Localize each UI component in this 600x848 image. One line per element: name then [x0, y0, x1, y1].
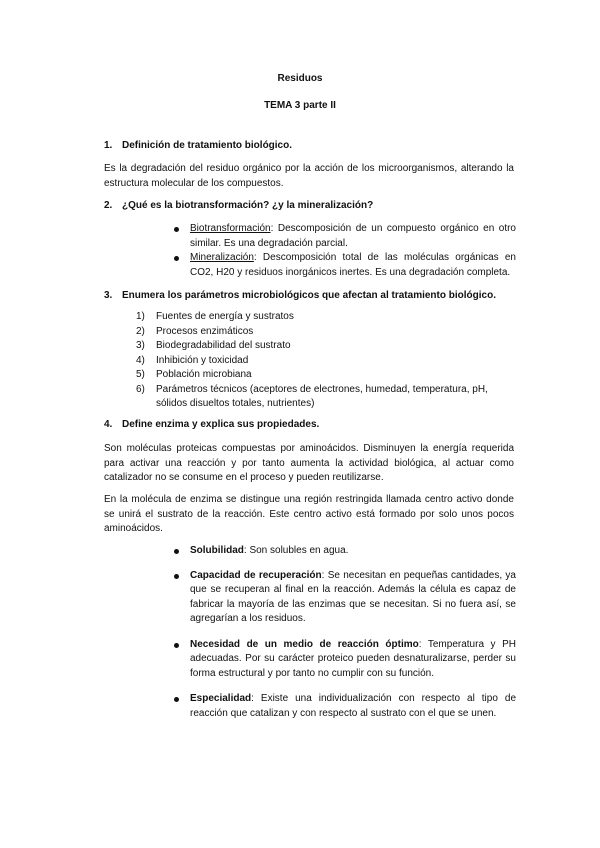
- property-text: : Temperatura y PH adecuadas. Por su carácter proteico pueden desnaturalizarse, perder su forma estructural y por tanto no cumplir con su función.: [190, 638, 516, 679]
- property-term: Solubilidad: [190, 545, 244, 556]
- list-item: [190, 638, 516, 682]
- item-number: 4): [136, 354, 145, 366]
- section-number: 2.: [104, 200, 113, 211]
- document-title: Residuos: [277, 73, 323, 84]
- section-number: 3.: [104, 290, 113, 301]
- item-text: Biodegradabilidad del sustrato: [156, 340, 291, 351]
- section-1-heading: [104, 139, 524, 154]
- list-item: [190, 544, 516, 559]
- section-4-paragraph-1: Son moléculas proteicas compuestas por aminoácidos. Disminuyen la energía requerida para activar una reacción y por tanto aumenta la actividad biológica, al actuar como catalizador no se consume en el proceso y pueden reutilizarse.: [104, 443, 514, 483]
- section-heading-text: Enumera los parámetros microbiológicos que afectan al tratamiento biológico.: [122, 290, 496, 301]
- item-number: 3): [136, 340, 145, 351]
- section-number: 4.: [104, 419, 113, 430]
- enzyme-properties-list: [190, 544, 516, 721]
- property-term: Especialidad: [190, 693, 252, 704]
- section-heading-text: Definición de tratamiento biológico.: [122, 140, 293, 151]
- property-term: Necesidad de un medio de reacción óptimo: [190, 638, 419, 650]
- bullet-term: Biotransformación: [190, 223, 271, 234]
- section-1-paragraph: Es la degradación del residuo orgánico por la acción de los microorganismos, alterando la estructura molecular de los compuestos.: [104, 163, 514, 189]
- document-subtitle: TEMA 3 parte II: [264, 100, 336, 111]
- section-number: 1.: [104, 140, 113, 151]
- item-number: 6): [136, 383, 145, 395]
- list-item: [136, 354, 516, 369]
- section-3-heading: [104, 289, 524, 304]
- item-text: Procesos enzimáticos: [156, 325, 254, 337]
- item-number: 2): [136, 325, 145, 337]
- section-3-numbered-list: [136, 310, 516, 412]
- list-item: [190, 569, 516, 627]
- section-heading-text: Define enzima y explica sus propiedades.: [122, 419, 320, 430]
- item-text: Parámetros técnicos (aceptores de electrones, humedad, temperatura, pH, sólidos disueltos totales, nutrientes): [156, 383, 488, 409]
- list-item: [136, 325, 516, 340]
- list-item: [136, 383, 516, 412]
- property-term: Capacidad de recuperación: [190, 569, 322, 581]
- item-text: Población microbiana: [156, 369, 252, 380]
- list-item: [136, 339, 516, 354]
- section-4-paragraph-2: En la molécula de enzima se distingue una región restringida llamada centro activo donde se unirá el sustrato de la reacción. Este centro activo está formado por solo unos pocos aminoácidos.: [104, 494, 514, 534]
- item-text: Inhibición y toxicidad: [156, 354, 249, 366]
- bullet-text: : Descomposición total de las moléculas orgánicas en CO2, H20 y residuos inorgánicos inertes. Es una degradación completa.: [190, 252, 516, 278]
- section-2-bullet-list: [190, 222, 516, 280]
- section-2-heading: [104, 199, 524, 214]
- item-number: 5): [136, 369, 145, 380]
- list-item: [136, 310, 516, 325]
- bullet-term: Mineralización: [190, 252, 254, 263]
- bullet-text: : Descomposición de un compuesto orgánico en otro similar. Es una degradación parcial.: [190, 223, 516, 249]
- section-heading-text: ¿Qué es la biotransformación? ¿y la mineralización?: [122, 200, 374, 211]
- list-item: [136, 368, 516, 383]
- property-text: : Son solubles en agua.: [243, 545, 349, 556]
- list-item: [190, 251, 516, 280]
- item-number: 1): [136, 311, 145, 322]
- section-4-heading: [104, 418, 524, 433]
- property-text: : Existe una individualización con respecto al tipo de reacción que catalizan y con respecto al sustrato con el que se unen.: [190, 693, 516, 719]
- list-item: [190, 692, 516, 721]
- property-text: : Se necesitan en pequeñas cantidades, ya que se recuperan al final en la reacción. Además la célula es capaz de fabricar la mayoría de las enzimas que se necesitan. Si no fuera así, se agregarían a los residuos.: [190, 569, 516, 624]
- list-item: [190, 222, 516, 251]
- item-text: Fuentes de energía y sustratos: [156, 311, 294, 322]
